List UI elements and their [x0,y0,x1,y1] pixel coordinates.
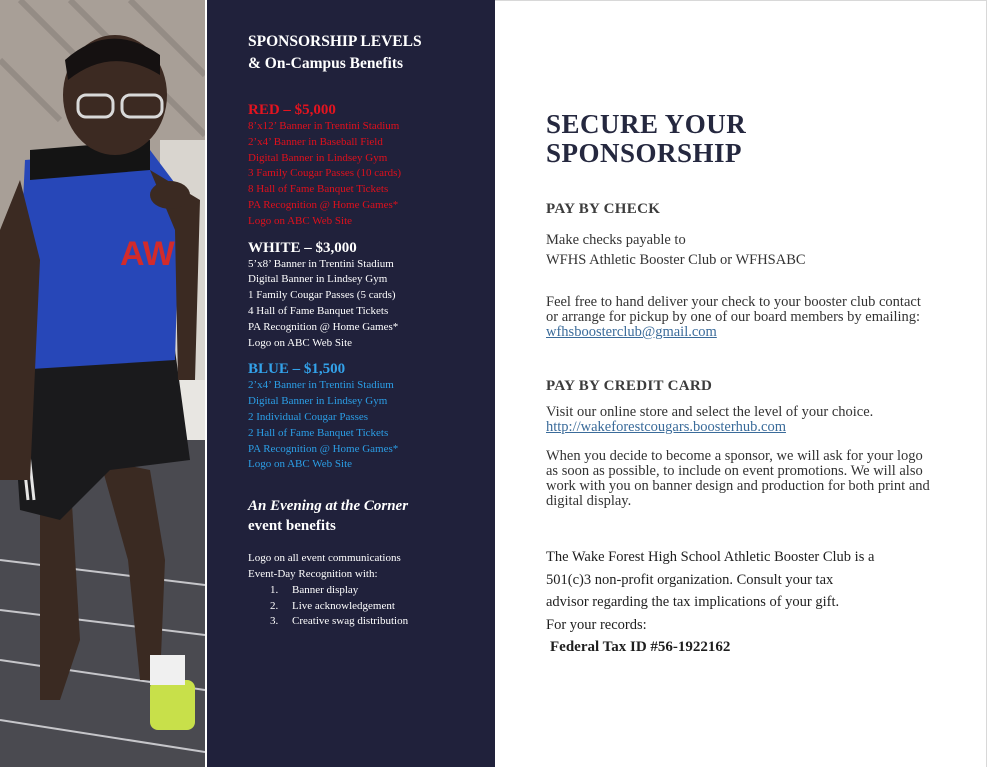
tier-white [248,239,488,352]
svg-text:AW: AW [120,235,175,273]
online-store-text [546,405,946,435]
pay-by-card-heading: PAY BY CREDIT CARD [546,378,713,394]
online-store-link[interactable]: http://wakeforestcougars.boosterhub.com [546,419,786,435]
tier-blue-benefit: PA Recognition @ Home Games* [248,442,399,455]
payment-info [546,110,946,659]
event-benefit-line: Logo on all event communications [248,552,401,565]
tier-blue [248,360,488,473]
page-title-line2: SPONSORSHIP [546,138,743,168]
event-benefits [248,496,488,630]
tier-white-benefit: 4 Hall of Fame Banquet Tickets [248,304,389,317]
sponsor-logo-text: When you decide to become a sponsor, we will ask for your logo as soon as possible, to include on event promotions. We will also work with you on banner design and production for both print and digital display. [546,448,930,509]
tier-white-benefit: 5’x8’ Banner in Trentini Stadium [248,257,394,270]
list-text: Creative swag distribution [292,615,409,628]
tier-red-benefit: Logo on ABC Web Site [248,214,353,227]
records-label: For your records: [546,616,647,633]
event-subtitle: event benefits [248,518,336,535]
panel-heading-line1: SPONSORSHIP LEVELS [248,33,422,50]
tier-blue-benefit: Logo on ABC Web Site [248,458,353,471]
panel-heading-line2: & On-Campus Benefits [248,55,404,72]
tier-white-benefit: Logo on ABC Web Site [248,336,353,349]
check-payable-line1: Make checks payable to [546,232,686,248]
tier-blue-benefit: 2 Individual Cougar Passes [248,410,369,423]
tier-blue-title: BLUE – $1,500 [248,361,346,378]
tier-red-title: RED – $5,000 [248,102,336,118]
list-number: 2. [270,599,279,612]
nonprofit-line: 501(c)3 non-profit organization. Consult your tax [546,571,834,588]
check-delivery-para: Feel free to hand deliver your check to your booster club contact or arrange for pickup by one of our board members by emailing: [546,294,921,325]
tier-white-benefit: 1 Family Cougar Passes (5 cards) [248,289,396,302]
athlete-photo [0,0,205,767]
page-title [546,110,946,168]
tier-blue-benefits [248,378,488,473]
tier-blue-benefit: 2’x4’ Banner in Trentini Stadium [248,379,394,392]
tier-red [248,101,488,230]
event-benefit-list [248,551,488,630]
booster-email-link[interactable]: wfhsboosterclub@gmail.com [546,324,717,340]
sponsorship-levels-panel [207,0,495,767]
tier-red-benefit: PA Recognition @ Home Games* [248,198,399,211]
check-payable [546,230,946,270]
tier-white-title: WHITE – $3,000 [248,239,357,256]
list-text: Banner display [292,583,359,596]
tier-red-benefit: Digital Banner in Lindsey Gym [248,151,388,164]
tier-red-benefit: 8’x12’ Banner in Trentini Stadium [248,120,400,132]
tier-white-benefits [248,257,488,352]
list-text: Live acknowledgement [292,599,395,612]
list-item [248,614,488,630]
tier-red-benefit: 3 Family Cougar Passes (10 cards) [248,167,402,180]
tier-white-benefit: Digital Banner in Lindsey Gym [248,273,388,286]
list-item [248,599,488,615]
tier-red-benefit: 2’x4’ Banner in Baseball Field [248,135,383,148]
tier-red-benefit: 8 Hall of Fame Banquet Tickets [248,183,389,196]
panel-heading [248,31,488,75]
tier-blue-benefit: Digital Banner in Lindsey Gym [248,395,388,408]
event-benefit-line: Event-Day Recognition with: [248,567,378,580]
list-number: 1. [270,583,279,596]
nonprofit-line: The Wake Forest High School Athletic Booster Club is a [546,549,875,565]
list-number: 3. [270,615,279,628]
federal-tax-id: Federal Tax ID #56-1922162 [550,639,731,655]
tier-white-benefit: PA Recognition @ Home Games* [248,320,399,333]
tier-red-benefits [248,119,488,230]
page-title-line1: SECURE YOUR [546,109,747,139]
event-recognition-list [248,583,488,630]
list-item [248,583,488,599]
tier-blue-benefit: 2 Hall of Fame Banquet Tickets [248,426,389,439]
pay-by-check-heading: PAY BY CHECK [546,201,661,217]
online-store-line: Visit our online store and select the level of your choice. [546,404,874,420]
event-title: An Evening at the Corner [248,498,409,515]
check-payable-line2: WFHS Athletic Booster Club or WFHSABC [546,252,806,268]
check-delivery-text [546,295,931,340]
nonprofit-line: advisor regarding the tax implications of your gift. [546,594,840,610]
nonprofit-statement [546,546,946,659]
page-top-border [495,0,987,1]
runner-illustration [0,0,205,767]
